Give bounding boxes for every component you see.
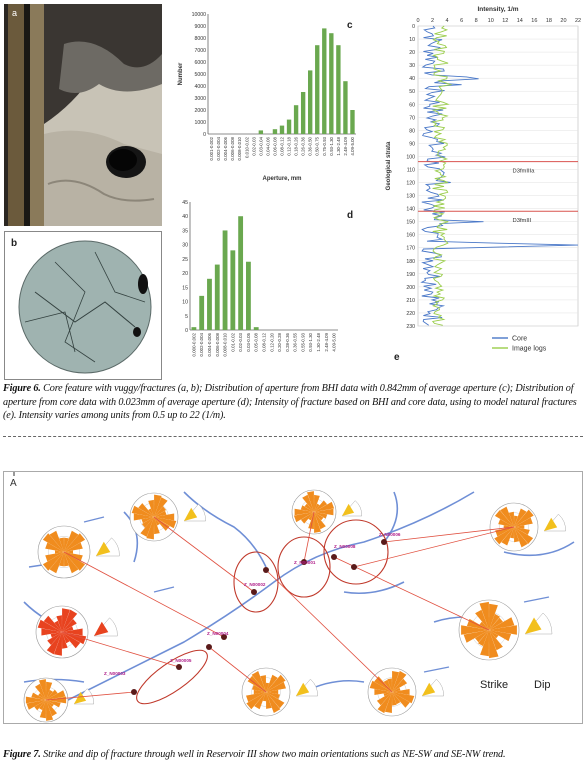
x-tick-label: 0.006-0.008 (214, 333, 220, 357)
x-tick-label: 0.008-0.010 (222, 333, 228, 357)
well-marker (206, 644, 212, 650)
ct-slice-image (5, 232, 161, 379)
y-tick-label: 20 (409, 50, 415, 57)
y-tick-label: 3000 (194, 96, 206, 102)
histogram-bar (343, 81, 347, 134)
y-tick-label: 40 (409, 76, 415, 83)
well-cluster-ellipse (130, 641, 215, 712)
y-tick-label: 20 (182, 271, 188, 278)
y-tick-label: 2000 (194, 108, 206, 114)
y-tick-label: 10 (182, 299, 188, 306)
x-tick-label: 0.008-0.010 (237, 137, 243, 161)
y-tick-label: 170 (406, 245, 415, 252)
x-tick-label: 10 (487, 18, 494, 24)
chart-d-svg (164, 192, 376, 382)
x-tick-label: 0.93-1.30 (308, 333, 314, 352)
well-label: Z_N00003 (104, 671, 126, 676)
panel-e-label: e (394, 352, 400, 363)
x-tick-label: 0.12-0.18 (286, 137, 292, 156)
y-tick-label: 130 (406, 193, 415, 200)
x-tick-label: 0.001-0.002 (209, 137, 215, 161)
y-tick-label: 180 (406, 258, 415, 265)
chart-d-panel (164, 192, 376, 382)
x-tick-label: 14 (516, 18, 523, 24)
well-marker (351, 564, 357, 570)
y-tick-label: 120 (406, 180, 415, 187)
y-tick-label: 90 (409, 141, 415, 148)
figure6-caption (3, 382, 585, 423)
x-tick-label: 0.50-0.75 (314, 137, 320, 156)
panel-c-label: c (347, 20, 353, 31)
y-tick-label: 150 (406, 219, 415, 226)
chart-c-svg (164, 4, 376, 188)
figure7-caption (3, 748, 585, 762)
figure7-caption-title: Figure 7. (3, 749, 41, 760)
y-tick-label: 230 (406, 324, 415, 330)
y-axis-title: Geological strata (386, 141, 392, 191)
chart-e-title: Intensity, 1/m (477, 6, 519, 13)
figure6-caption-title: Figure 6. (3, 383, 41, 394)
river-line (184, 492, 266, 567)
y-tick-label: 0 (203, 132, 206, 138)
y-tick-label: 0 (185, 328, 188, 334)
x-tick-label: 0.02-0.03 (251, 137, 257, 156)
fracture-orientation-map (4, 472, 582, 723)
well-marker (381, 539, 387, 545)
y-tick-label: 110 (406, 167, 415, 174)
y-tick-label: 7000 (194, 48, 206, 54)
x-tick-label: 0.05-0.08 (253, 333, 259, 352)
y-tick-label: 60 (409, 102, 415, 109)
histogram-bar (350, 110, 354, 134)
x-tick-label: 8 (474, 18, 478, 24)
x-tick-label: 1.30-2.48 (335, 137, 341, 156)
x-tick-label: 0.004-0.006 (223, 137, 229, 161)
panel-d-label: d (347, 210, 354, 221)
y-tick-label: 140 (406, 206, 415, 213)
histogram-bar (254, 327, 259, 330)
x-tick-label: 0.18-0.26 (293, 137, 299, 156)
x-tick-label: 0.03-0.05 (245, 333, 251, 352)
well-marker (331, 554, 337, 560)
x-tick-label: 0.002-0.004 (216, 137, 222, 161)
x-tick-label: 0.02-0.03 (238, 333, 244, 352)
histogram-bar (199, 296, 204, 330)
x-tick-label: 12 (502, 18, 509, 24)
x-tick-label: 0.06-0.08 (272, 137, 278, 156)
y-tick-label: 45 (182, 200, 188, 206)
histogram-bar (191, 327, 196, 330)
x-tick-label: 22 (574, 18, 582, 24)
north-arrow-label: A (10, 478, 17, 489)
y-tick-label: 100 (406, 154, 415, 161)
well-label: Z_N00004 (207, 631, 229, 636)
dip-label: Dip (534, 679, 551, 691)
well-label: Z_N00008 (334, 544, 356, 549)
well-cluster-ellipse (278, 537, 330, 597)
x-tick-label: 0.36-0.55 (292, 333, 298, 352)
well-label: Z_N00006 (379, 532, 401, 537)
x-tick-label: 0.26-0.36 (300, 137, 306, 156)
connector-line (154, 517, 254, 592)
y-tick-label: 70 (409, 115, 415, 122)
histogram-bar (329, 33, 333, 134)
y-tick-label: 4000 (194, 84, 206, 90)
x-tick-label: 0.55-0.93 (300, 333, 306, 352)
x-tick-label: 6 (460, 18, 464, 24)
x-tick-label: 2.48-4.09 (342, 137, 348, 156)
x-tick-label: 0.08-0.12 (279, 137, 285, 156)
connector-line (266, 570, 392, 692)
y-tick-label: 210 (406, 297, 415, 304)
y-tick-label: 200 (406, 284, 415, 291)
x-tick-label: 0.28-0.36 (284, 333, 290, 352)
y-tick-label: 5000 (194, 72, 206, 78)
x-tick-label: 0.04-0.06 (265, 137, 271, 156)
x-tick-label: 0.20-0.28 (277, 333, 283, 352)
x-tick-label: 4.09-5.00 (349, 137, 355, 156)
fault-segment (84, 517, 104, 522)
x-tick-label: 0.01-0.02 (230, 333, 236, 352)
x-tick-label: 0.93-1.30 (328, 137, 334, 156)
well-label: Z_N00002 (244, 582, 266, 587)
histogram-bar (207, 279, 212, 330)
x-tick-label: 0.12-0.20 (269, 333, 275, 352)
core-photo-panel (4, 4, 162, 226)
histogram-bar (287, 120, 291, 134)
x-tick-label: 16 (531, 18, 538, 24)
fault-segment (154, 587, 174, 592)
well-marker (251, 589, 257, 595)
y-tick-label: 220 (406, 310, 415, 317)
figure7-map-panel (3, 471, 583, 724)
histogram-bar (308, 70, 312, 134)
histogram-bar (246, 262, 251, 330)
x-tick-label: 18 (545, 18, 552, 24)
y-tick-label: 30 (409, 63, 415, 70)
x-tick-label: 4.09-5.00 (331, 333, 337, 352)
chart-c-panel (164, 4, 376, 188)
y-tick-label: 0 (412, 24, 415, 30)
well-marker (131, 689, 137, 695)
y-tick-label: 9000 (194, 24, 206, 30)
well-label: Z_N00005 (170, 658, 192, 663)
core-photo (4, 4, 162, 226)
x-tick-label: 2.48-4.09 (323, 333, 329, 352)
x-tick-label: 0.004-0.006 (206, 333, 212, 357)
series-core-line (422, 26, 578, 325)
chart-e-panel (380, 2, 584, 372)
well-cluster-ellipse (324, 520, 388, 584)
y-tick-label: 30 (182, 242, 188, 249)
connector-line (354, 527, 514, 567)
section-divider (3, 436, 583, 437)
connector-line (64, 552, 224, 637)
fault-segment (524, 597, 549, 602)
well-label: Z_N00001 (294, 560, 316, 565)
fault-segment (424, 667, 449, 672)
figure7-caption-text: Strike and dip of fracture through well in Reservoir III show two main orientations such as NE-SW and SE-NW trend. (43, 749, 506, 760)
y-tick-label: 35 (182, 228, 188, 235)
histogram-bar (294, 105, 298, 134)
legend-label: Image logs (512, 345, 547, 353)
x-tick-label: 20 (560, 18, 567, 24)
histogram-bar (238, 216, 243, 330)
x-tick-label: 0 (416, 18, 420, 24)
y-tick-label: 8000 (194, 36, 206, 42)
y-tick-label: 6000 (194, 60, 206, 66)
x-tick-label: 0.002-0.004 (199, 333, 205, 357)
histogram-bar (223, 230, 228, 330)
y-tick-label: 10 (409, 37, 415, 44)
panel-a-label: a (12, 8, 18, 18)
histogram-bar (280, 126, 284, 134)
x-tick-label: 2 (431, 18, 435, 24)
histogram-bar (322, 28, 326, 134)
histogram-bar (336, 45, 340, 134)
histogram-bar (215, 265, 220, 330)
histogram-bar (301, 92, 305, 134)
y-tick-label: 5 (185, 313, 188, 320)
y-tick-label: 160 (406, 232, 415, 239)
x-tick-label: 0.03-0.04 (258, 137, 264, 156)
unit-boundary-label: D3fmIIIa (512, 168, 535, 175)
x-tick-label: 0.000-0.002 (191, 333, 197, 357)
ct-slice-panel (4, 231, 162, 380)
x-tick-label: 1.30-2.48 (316, 333, 322, 352)
panel-b-label: b (11, 238, 18, 249)
y-tick-label: 190 (406, 271, 415, 278)
histogram-bar (230, 250, 235, 330)
x-tick-label: 4 (445, 18, 449, 24)
figure6-caption-text: Core feature with vuggy/fractures (a, b); Distribution of aperture from BHI data with 0.842mm of average aperture (c); Distribution of aperture from core data with 0.023mm of average aperture (d); Intensity of fracture based on BHI and core data, using to model natural fractures (e). Intensity varies among units from 0.5 up to 22 (1/m). (3, 383, 577, 422)
y-tick-label: 10000 (191, 12, 206, 18)
histogram-bar (259, 130, 263, 134)
x-tick-label: 0.36-0.50 (307, 137, 313, 156)
y-tick-label: 40 (182, 214, 188, 221)
y-axis-title: Number (178, 62, 184, 86)
histogram-bar (315, 45, 319, 134)
x-tick-label: 0.010-0.02 (244, 137, 250, 158)
strike-label: Strike (480, 679, 509, 691)
histogram-bar (273, 129, 277, 134)
well-marker (263, 567, 269, 573)
unit-boundary-label: D3fmIII (512, 218, 532, 225)
y-tick-label: 50 (409, 89, 415, 96)
legend-label: Core (512, 335, 528, 343)
x-tick-label: 0.08-0.12 (261, 333, 267, 352)
y-tick-label: 25 (182, 256, 188, 263)
y-tick-label: 80 (409, 128, 415, 135)
y-tick-label: 1000 (194, 120, 206, 126)
x-tick-label: 0.006-0.008 (230, 137, 236, 161)
x-axis-title: Aperture, mm (262, 176, 302, 182)
chart-e-svg (380, 2, 584, 372)
y-tick-label: 15 (182, 285, 188, 292)
well-marker (176, 664, 182, 670)
x-tick-label: 0.75-0.93 (321, 137, 327, 156)
